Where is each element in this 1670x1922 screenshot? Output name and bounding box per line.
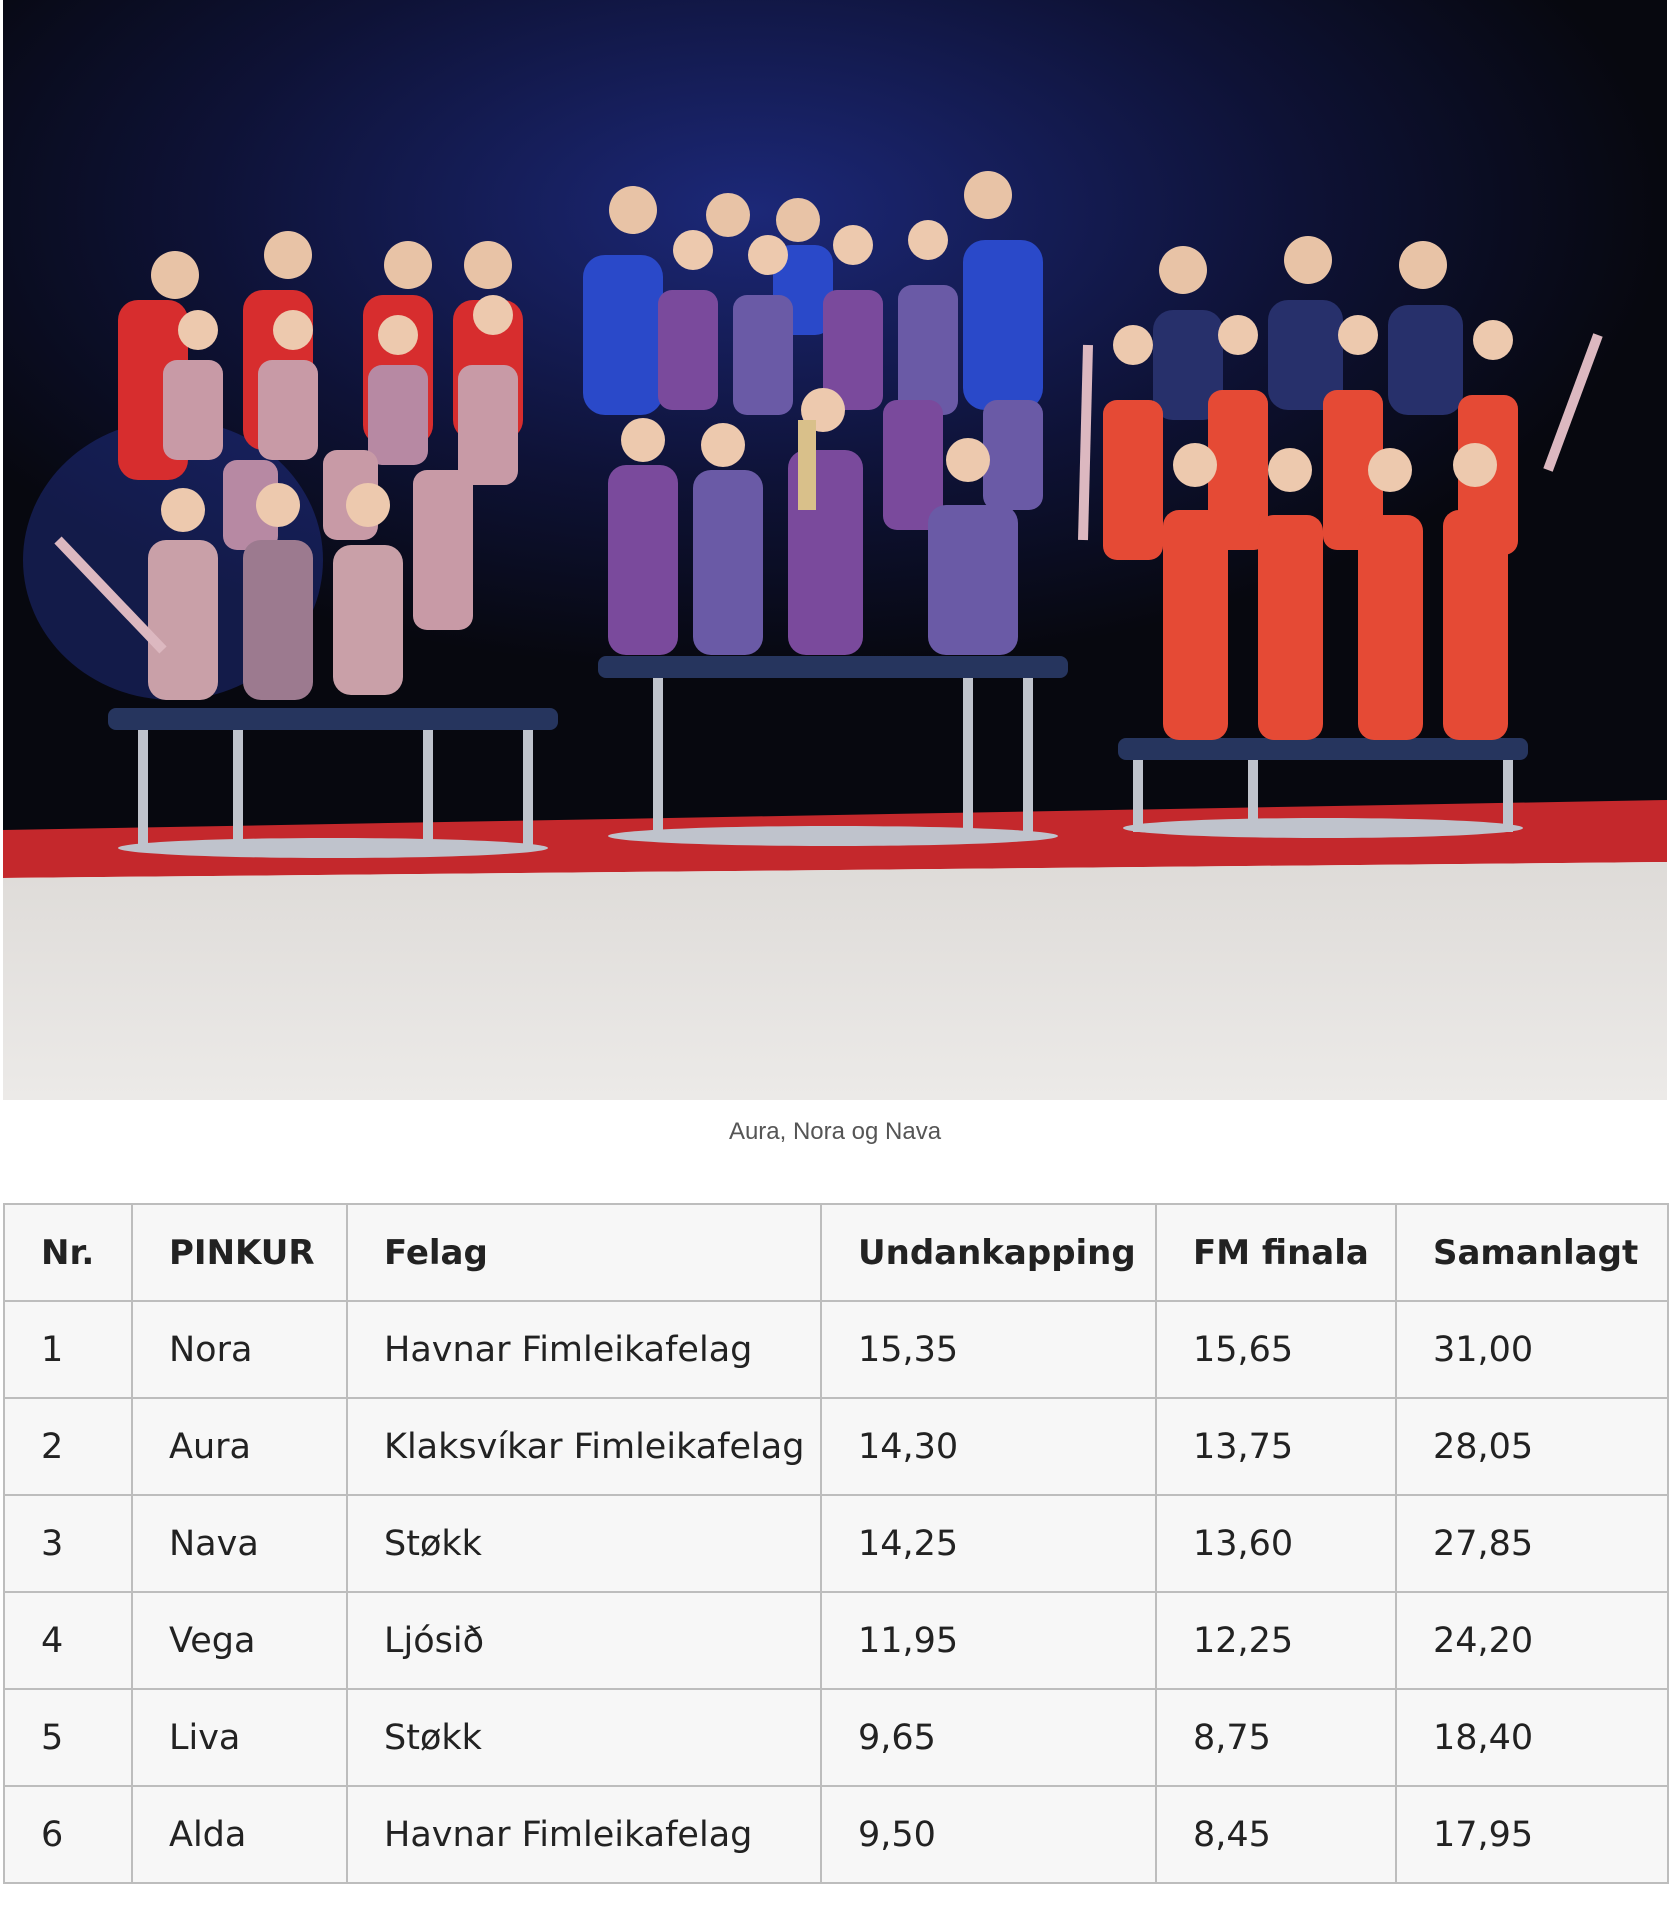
cell-samanlagt: 27,85 bbox=[1396, 1495, 1668, 1592]
table-row bbox=[4, 1786, 1668, 1883]
cell-felag: Støkk bbox=[347, 1689, 821, 1786]
cell-pinkur: Alda bbox=[132, 1786, 347, 1883]
header-nr: Nr. bbox=[4, 1204, 132, 1301]
cell-samanlagt: 24,20 bbox=[1396, 1592, 1668, 1689]
cell-pinkur: Aura bbox=[132, 1398, 347, 1495]
table-row bbox=[4, 1592, 1668, 1689]
header-pinkur: PINKUR bbox=[132, 1204, 347, 1301]
cell-felag: Klaksvíkar Fimleikafelag bbox=[347, 1398, 821, 1495]
cell-nr: 6 bbox=[4, 1786, 132, 1883]
cell-pinkur: Vega bbox=[132, 1592, 347, 1689]
table-row bbox=[4, 1495, 1668, 1592]
header-fm-finala: FM finala bbox=[1156, 1204, 1396, 1301]
cell-nr: 1 bbox=[4, 1301, 132, 1398]
podium-photo bbox=[3, 0, 1667, 1100]
podium-photo-illustration bbox=[3, 0, 1667, 1100]
cell-fm-finala: 8,45 bbox=[1156, 1786, 1396, 1883]
trophy bbox=[798, 420, 816, 510]
cell-pinkur: Nora bbox=[132, 1301, 347, 1398]
table-row bbox=[4, 1398, 1668, 1495]
cell-undankapping: 14,25 bbox=[821, 1495, 1156, 1592]
cell-fm-finala: 13,60 bbox=[1156, 1495, 1396, 1592]
table-row bbox=[4, 1301, 1668, 1398]
cell-samanlagt: 31,00 bbox=[1396, 1301, 1668, 1398]
cell-undankapping: 11,95 bbox=[821, 1592, 1156, 1689]
results-table bbox=[3, 1203, 1669, 1884]
photo-caption: Aura, Nora og Nava bbox=[728, 1118, 942, 1145]
header-samanlagt: Samanlagt bbox=[1396, 1204, 1668, 1301]
competition-floor bbox=[3, 862, 1667, 1100]
cell-samanlagt: 18,40 bbox=[1396, 1689, 1668, 1786]
cell-pinkur: Liva bbox=[132, 1689, 347, 1786]
cell-undankapping: 9,65 bbox=[821, 1689, 1156, 1786]
cell-nr: 2 bbox=[4, 1398, 132, 1495]
cell-undankapping: 15,35 bbox=[821, 1301, 1156, 1398]
cell-fm-finala: 12,25 bbox=[1156, 1592, 1396, 1689]
cell-pinkur: Nava bbox=[132, 1495, 347, 1592]
table-row bbox=[4, 1689, 1668, 1786]
cell-fm-finala: 13,75 bbox=[1156, 1398, 1396, 1495]
cell-undankapping: 14,30 bbox=[821, 1398, 1156, 1495]
header-undankapping: Undankapping bbox=[821, 1204, 1156, 1301]
table-header-row bbox=[4, 1204, 1668, 1301]
cell-nr: 4 bbox=[4, 1592, 132, 1689]
cell-samanlagt: 17,95 bbox=[1396, 1786, 1668, 1883]
cell-fm-finala: 8,75 bbox=[1156, 1689, 1396, 1786]
cell-felag: Støkk bbox=[347, 1495, 821, 1592]
cell-fm-finala: 15,65 bbox=[1156, 1301, 1396, 1398]
cell-samanlagt: 28,05 bbox=[1396, 1398, 1668, 1495]
cell-nr: 3 bbox=[4, 1495, 132, 1592]
cell-nr: 5 bbox=[4, 1689, 132, 1786]
cell-felag: Havnar Fimleikafelag bbox=[347, 1301, 821, 1398]
cell-felag: Ljósið bbox=[347, 1592, 821, 1689]
header-felag: Felag bbox=[347, 1204, 821, 1301]
cell-felag: Havnar Fimleikafelag bbox=[347, 1786, 821, 1883]
cell-undankapping: 9,50 bbox=[821, 1786, 1156, 1883]
